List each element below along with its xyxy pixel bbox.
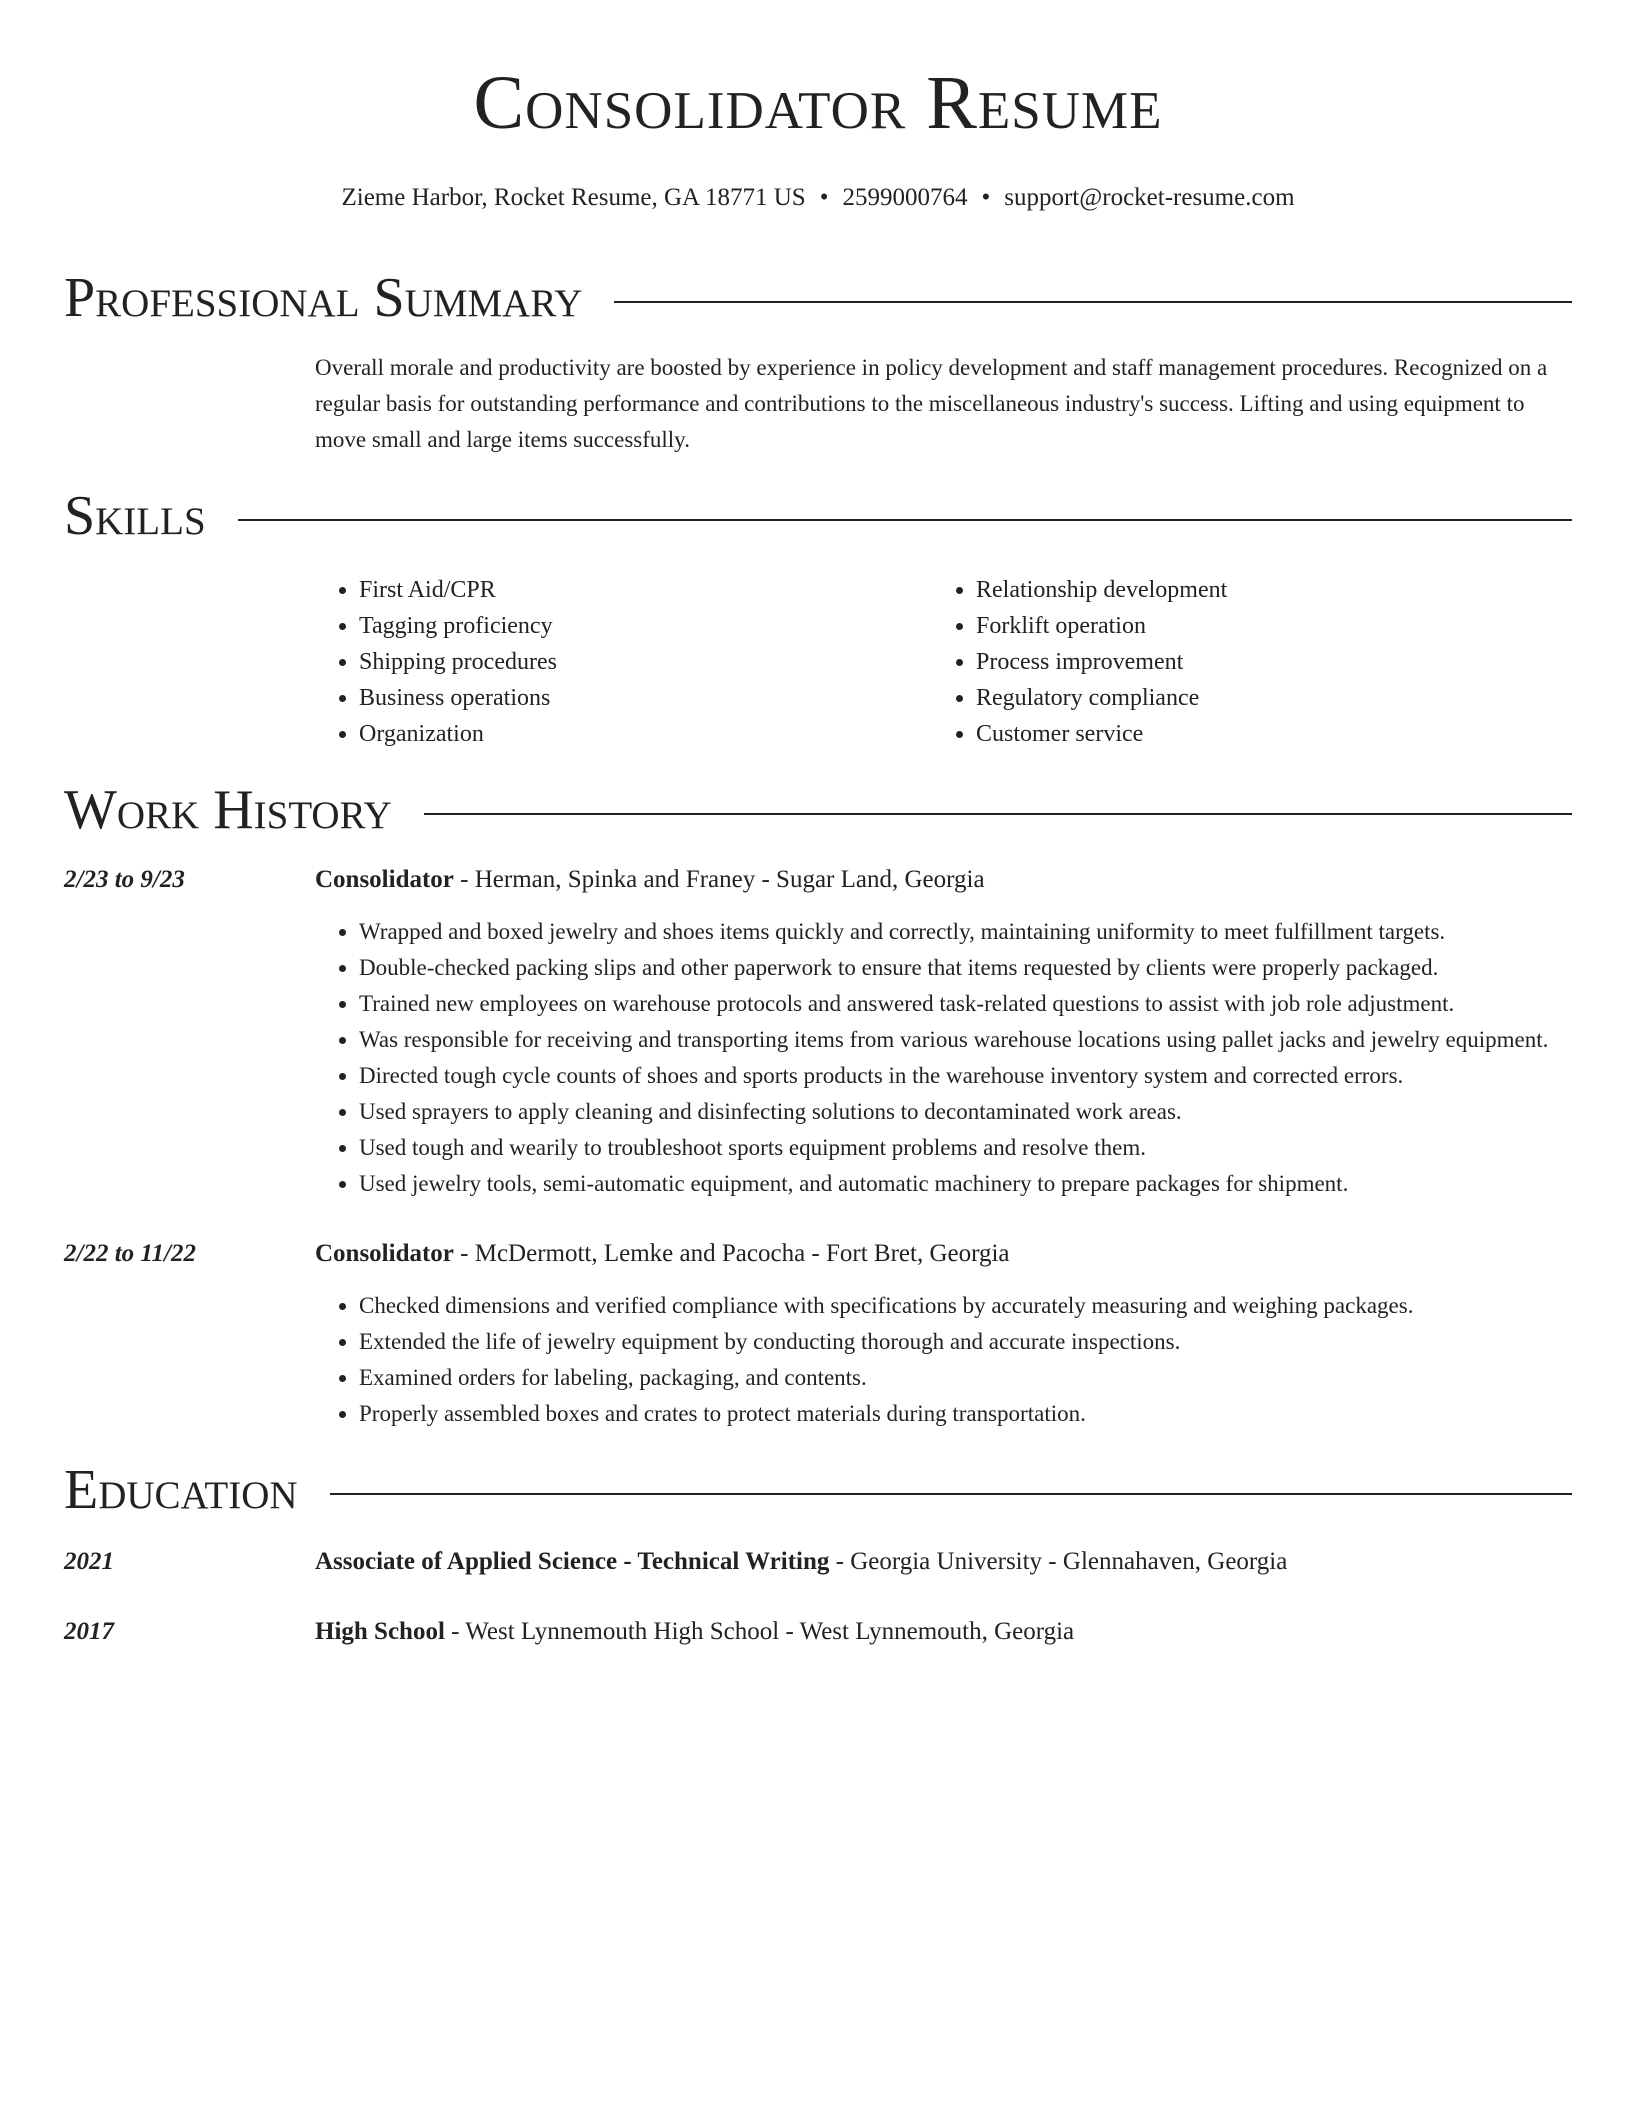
education-year: 2017	[64, 1618, 114, 1645]
job-entry	[64, 862, 1572, 1202]
skill-item: • Customer service	[976, 716, 1549, 752]
education-year: 2021	[64, 1548, 114, 1575]
work-section-header	[64, 778, 1572, 842]
skills-column-left	[315, 572, 932, 752]
job-bullet: • Properly assembled boxes and crates to protect materials during transportation.	[359, 1396, 1572, 1432]
education-entry	[64, 1544, 1572, 1580]
education-title-line	[315, 1544, 1572, 1580]
skills-section-header	[64, 484, 1572, 548]
job-bullet: • Used sprayers to apply cleaning and disinfecting solutions to decontaminated work areas.	[359, 1094, 1572, 1130]
work-heading: Work History	[64, 779, 392, 841]
job-bullet: • Used tough and wearily to troubleshoot sports equipment problems and resolve them.	[359, 1130, 1572, 1166]
job-bullet: • Used jewelry tools, semi-automatic equipment, and automatic machinery to prepare packages for shipment.	[359, 1166, 1572, 1202]
job-title-line	[315, 862, 1572, 898]
contact-phone: 2599000764	[842, 184, 968, 211]
skill-item: • Shipping procedures	[359, 644, 932, 680]
contact-address: Zieme Harbor, Rocket Resume, GA 18771 US	[341, 184, 806, 211]
section-divider	[238, 519, 1572, 521]
job-bullet: • Examined orders for labeling, packaging, and contents.	[359, 1360, 1572, 1396]
contact-separator: •	[981, 184, 991, 211]
skill-item: • Relationship development	[976, 572, 1549, 608]
skills-heading: Skills	[64, 485, 206, 547]
section-divider	[614, 301, 1572, 303]
contact-separator: •	[819, 184, 829, 211]
job-title-line	[315, 1236, 1572, 1272]
skill-item: • Business operations	[359, 680, 932, 716]
job-role: Consolidator	[315, 1240, 454, 1267]
job-role: Consolidator	[315, 866, 454, 893]
education-section-header	[64, 1458, 1572, 1522]
skill-item: • Regulatory compliance	[976, 680, 1549, 716]
education-school: - Georgia University - Glennahaven, Georgia	[829, 1548, 1288, 1575]
education-degree: High School	[315, 1618, 445, 1645]
education-entry	[64, 1614, 1572, 1650]
job-dates: 2/22 to 11/22	[64, 1240, 196, 1267]
job-entry	[64, 1236, 1572, 1432]
summary-section-header	[64, 266, 1572, 330]
summary-text: Overall morale and productivity are boosted by experience in policy development and staff management procedures. Recognized on a regular basis for outstanding performance and contributions to the miscellaneous industry's success. Lifting and using equipment to move small and large items successfully.	[315, 355, 1548, 452]
section-divider	[330, 1493, 1572, 1495]
education-school: - West Lynnemouth High School - West Lynnemouth, Georgia	[444, 1618, 1075, 1645]
job-bullets	[315, 1288, 1572, 1432]
resume-page	[64, 0, 1572, 1650]
job-employer: - McDermott, Lemke and Pacocha - Fort Bret, Georgia	[453, 1240, 1010, 1267]
summary-heading: Professional Summary	[64, 267, 583, 329]
job-bullet: • Double-checked packing slips and other paperwork to ensure that items requested by clients were properly packaged.	[359, 950, 1572, 986]
education-heading: Education	[64, 1459, 298, 1521]
job-body	[315, 862, 1572, 1202]
job-body	[315, 1236, 1572, 1432]
job-employer: - Herman, Spinka and Franey - Sugar Land, Georgia	[453, 866, 985, 893]
job-dates: 2/23 to 9/23	[64, 866, 185, 893]
skills-column-right	[932, 572, 1549, 752]
skill-item: • Forklift operation	[976, 608, 1549, 644]
skill-item: • First Aid/CPR	[359, 572, 932, 608]
contact-email: support@rocket-resume.com	[1004, 184, 1295, 211]
job-bullet: • Wrapped and boxed jewelry and shoes items quickly and correctly, maintaining uniformity to meet fulfillment targets.	[359, 914, 1572, 950]
skill-item: • Organization	[359, 716, 932, 752]
skill-item: • Process improvement	[976, 644, 1549, 680]
job-bullet: • Extended the life of jewelry equipment by conducting thorough and accurate inspections.	[359, 1324, 1572, 1360]
section-divider	[424, 813, 1572, 815]
job-bullet: • Directed tough cycle counts of shoes and sports products in the warehouse inventory system and corrected errors.	[359, 1058, 1572, 1094]
education-degree: Associate of Applied Science - Technical Writing	[315, 1548, 830, 1575]
job-bullets	[315, 914, 1572, 1202]
job-bullet: • Checked dimensions and verified compliance with specifications by accurately measuring and weighing packages.	[359, 1288, 1572, 1324]
contact-line	[64, 182, 1572, 214]
skills-grid	[315, 572, 1572, 752]
education-title-line	[315, 1614, 1572, 1650]
resume-title: Consolidator Resume	[473, 61, 1163, 145]
job-bullet: • Trained new employees on warehouse protocols and answered task-related questions to assist with job role adjustment.	[359, 986, 1572, 1022]
skill-item: • Tagging proficiency	[359, 608, 932, 644]
job-bullet: • Was responsible for receiving and transporting items from various warehouse locations using pallet jacks and jewelry equipment.	[359, 1022, 1572, 1058]
